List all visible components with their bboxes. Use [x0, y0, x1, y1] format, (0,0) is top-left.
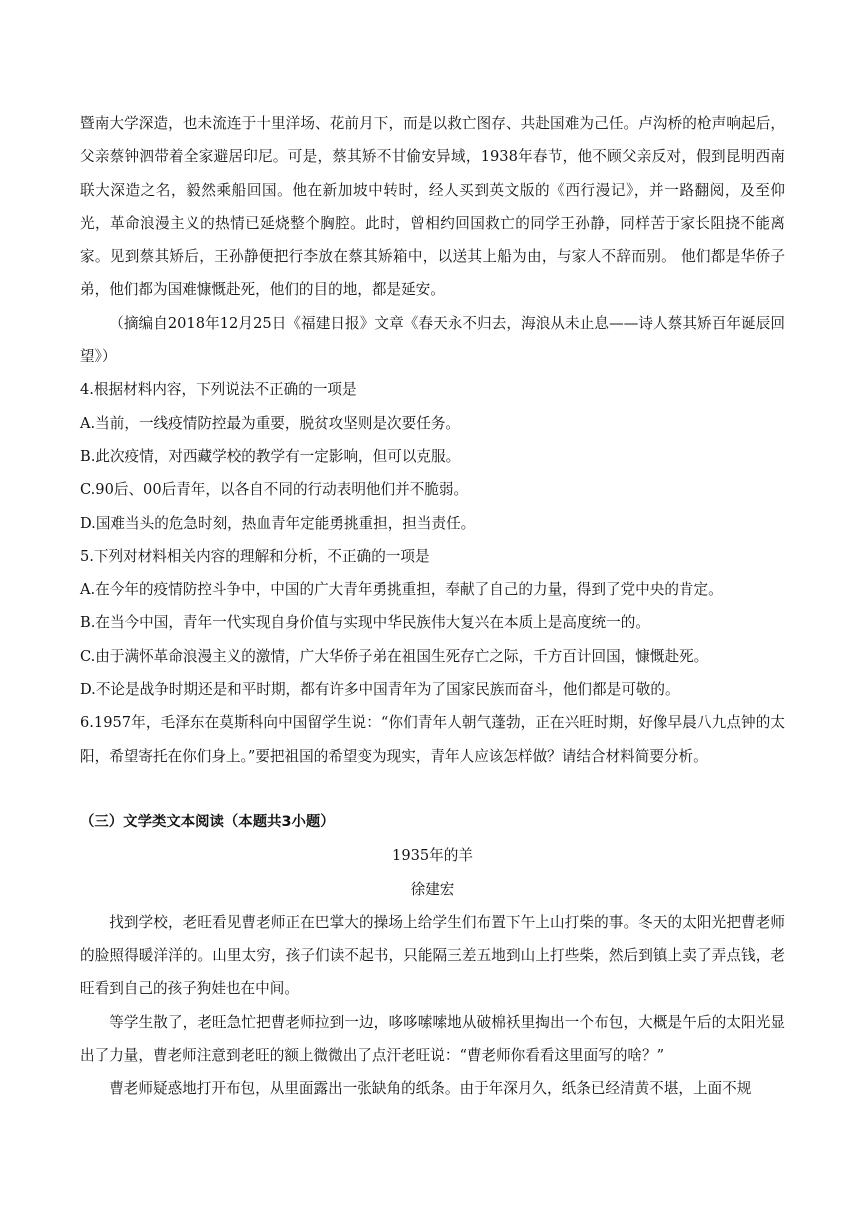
passage-tail: 暨南大学深造，也未流连于十里洋场、花前月下，而是以救亡图存、共赴国难为己任。卢沟桥的枪声响起后，父亲蔡钟泗带着全家避居印尼。可是，蔡其矫不甘偷安异域，1938年春节，他不顾父亲反对，假到昆明西南联大深造之名，毅然乘船回国。他在新加坡中转时，经人买到英文版的《西行漫记》，并一路翻阅，及至仰光，革命浪漫主义的热情已延烧整个胸腔。此时，曾相约回国救亡的同学王孙静，同样苦于家长阻挠不能离家。见到蔡其矫后，王孙静便把行李放在蔡其矫箱中，以送其上船为由，与家人不辞而别。 他们都是华侨子弟，他们都为国难慷慨赴死，他们的目的地，都是延安。	[80, 115, 785, 299]
question-stem: 4.根据材料内容，下列说法不正确的一项是	[80, 381, 357, 399]
option-d: D.不论是战争时期还是和平时期，都有许多中国青年为了国家民族而奋斗，他们都是可敬的。	[80, 681, 680, 699]
source-note: （摘编自2018年12月25日《福建日报》文章《春天永不归去，海浪从未止息——诗人蔡其矫百年诞辰回望》）	[80, 314, 785, 366]
story-paragraph: 曹老师疑惑地打开布包，从里面露出一张缺角的纸条。由于年深月久，纸条已经清黄不堪，上面不规	[109, 1080, 752, 1098]
document-page	[80, 107, 785, 1106]
section-heading: （三）文学类文本阅读（本题共3小题）	[80, 813, 335, 830]
option-a: A.当前，一线疫情防控最为重要，脱贫攻坚则是次要任务。	[80, 414, 461, 432]
story-title: 1935年的羊	[392, 847, 473, 865]
option-d: D.国难当头的危急时刻，热血青年定能勇挑重担，担当责任。	[80, 514, 476, 532]
question-4	[80, 373, 785, 539]
option-b: B.在当今中国，青年一代实现自身价值与实现中华民族伟大复兴在本质上是高度统一的。	[80, 614, 650, 632]
option-c: C.90后、00后青年，以各自不同的行动表明他们并不脆弱。	[80, 481, 469, 499]
option-a: A.在今年的疫情防控斗争中，中国的广大青年勇挑重担，奉献了自己的力量，得到了党中央的肯定。	[80, 581, 723, 599]
question-stem: 5.下列对材料相关内容的理解和分析，不正确的一项是	[80, 547, 430, 565]
question-5	[80, 540, 785, 706]
section-gap	[80, 773, 785, 806]
story-author: 徐建宏	[410, 880, 455, 898]
story-paragraph: 找到学校，老旺看见曹老师正在巴掌大的操场上给学生们布置下午上山打柴的事。冬天的太阳光把曹老师的脸照得暖洋洋的。山里太穷，孩子们读不起书，只能隔三差五地到山上打些柴，然后到镇上卖了弄点钱，老旺看到自己的孩子狗娃也在中间。	[80, 913, 785, 998]
question-6: 6.1957年，毛泽东在莫斯科向中国留学生说：“你们青年人朝气蓬勃，正在兴旺时期，好像早晨八九点钟的太阳，希望寄托在你们身上。”要把祖国的希望变为现实，青年人应该怎样做？请结合材料简要分析。	[80, 714, 785, 765]
option-c: C.由于满怀革命浪漫主义的激情，广大华侨子弟在祖国生死存亡之际，千方百计回国，慷慨赴死。	[80, 647, 709, 665]
option-b: B.此次疫情，对西藏学校的教学有一定影响，但可以克服。	[80, 447, 461, 465]
story-paragraph: 等学生散了，老旺急忙把曹老师拉到一边，哆哆嗦嗦地从破棉袄里掏出一个布包，大概是午后的太阳光显出了力量，曹老师注意到老旺的额上微微出了点汗老旺说：“曹老师你看看这里面写的啥？”	[80, 1013, 785, 1065]
